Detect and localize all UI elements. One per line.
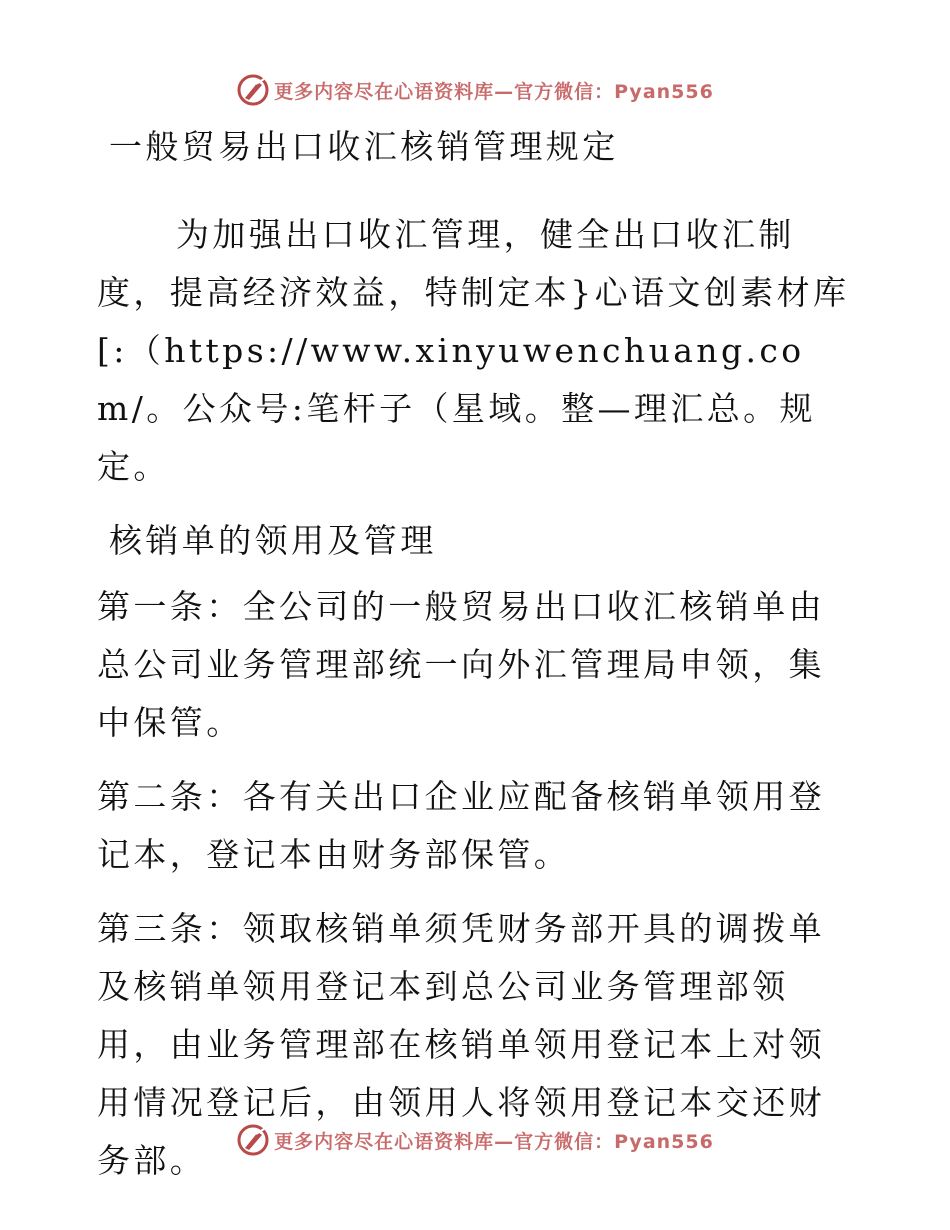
watermark-text: 更多内容尽在心语资料库—官方微信：Pyan556 xyxy=(274,80,714,103)
footer-watermark xyxy=(0,1120,950,1160)
section-heading: 核销单的领用及管理 xyxy=(109,521,437,560)
document-title: 一般贸易出口收汇核销管理规定 xyxy=(109,127,619,166)
quill-pen-logo-icon xyxy=(236,73,270,107)
intro-paragraph: 为加强出口收汇管理，健全出口收汇制度，提高经济效益，特制定本}心语文创素材库[:（https://www.xinyuwenchuang.com/。公众号:笔杆子（星域。整—理汇总。规定。 xyxy=(97,215,850,486)
header-watermark xyxy=(0,70,950,110)
article-2: 第二条：各有关出口企业应配备核销单领用登记本，登记本由财务部保管。 xyxy=(97,777,825,874)
article-1: 第一条：全公司的一般贸易出口收汇核销单由总公司业务管理部统一向外汇管理局申领，集中保管。 xyxy=(97,587,825,742)
quill-pen-logo-icon xyxy=(236,1123,270,1157)
article-3: 第三条：领取核销单须凭财务部开具的调拨单及核销单领用登记本到总公司业务管理部领用，由业务管理部在核销单领用登记本上对领用情况登记后，由领用人将领用登记本交还财务部。 xyxy=(97,909,825,1180)
watermark-text: 更多内容尽在心语资料库—官方微信：Pyan556 xyxy=(274,1130,714,1153)
document-body xyxy=(97,118,857,1206)
